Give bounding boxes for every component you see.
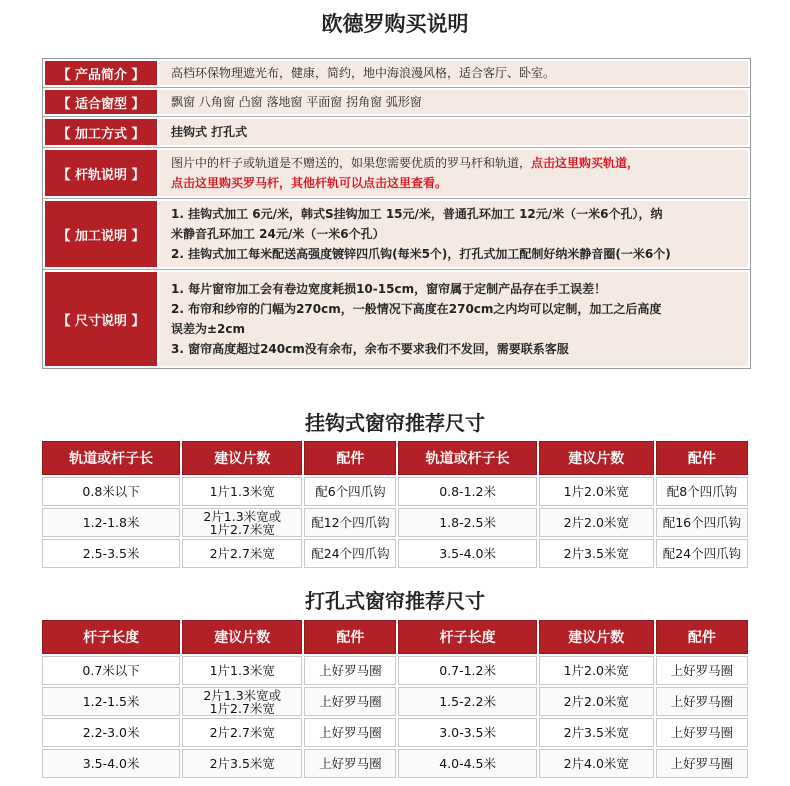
table-header-row <box>42 620 748 654</box>
table-cell: 2片4.0米宽 <box>539 749 654 778</box>
table-cell: 2片2.0米宽 <box>539 687 654 716</box>
table-cell: 2片3.5米宽 <box>539 539 654 568</box>
header-cell: 轨道或杆子长 <box>398 441 536 475</box>
info-line: 挂钩式 打孔式 <box>171 125 248 139</box>
info-line: 高档环保物理遮光布，健康，简约，地中海浪漫风格，适合客厅、卧室。 <box>171 66 556 80</box>
table-cell: 1.2-1.5米 <box>42 687 180 716</box>
table-cell: 配24个四爪钩 <box>656 539 748 568</box>
table-cell: 0.8米以下 <box>42 477 180 506</box>
table-cell: 2片3.5米宽 <box>539 718 654 747</box>
header-cell: 建议片数 <box>182 441 302 475</box>
info-label: 【 适合窗型 】 <box>45 90 157 114</box>
info-content <box>159 61 748 85</box>
table-row <box>42 749 748 778</box>
table-cell: 配16个四爪钩 <box>656 508 748 537</box>
info-line <box>171 153 740 173</box>
page-title: 欧德罗购买说明 <box>321 12 469 36</box>
info-content <box>159 272 748 366</box>
header-cell: 配件 <box>656 620 748 654</box>
table-cell: 1.5-2.2米 <box>398 687 536 716</box>
header-cell: 杆子长度 <box>42 620 180 654</box>
header-cell: 建议片数 <box>182 620 302 654</box>
table-cell: 1.2-1.8米 <box>42 508 180 537</box>
info-label: 【 加工说明 】 <box>45 201 157 267</box>
header-cell: 配件 <box>304 620 396 654</box>
info-label: 【 产品简介 】 <box>45 61 157 85</box>
info-line: 1. 挂钩式加工 6元/米，韩式S挂钩加工 15元/米，普通孔环加工 12元/米（一米6个孔），纳 <box>171 207 663 221</box>
table-cell: 2片2.7米宽 <box>182 539 302 568</box>
table-cell: 2片2.0米宽 <box>539 508 654 537</box>
table-cell: 1.8-2.5米 <box>398 508 536 537</box>
grommet-section-title: 打孔式窗帘推荐尺寸 <box>305 589 485 613</box>
table-cell: 上好罗马圈 <box>304 656 396 685</box>
info-label: 【 尺寸说明 】 <box>45 272 157 366</box>
table-cell: 配8个四爪钩 <box>656 477 748 506</box>
hook-size-table <box>40 439 750 570</box>
header-cell: 配件 <box>304 441 396 475</box>
info-row-processing-notes <box>43 199 750 270</box>
table-cell: 2片1.3米宽或 1片2.7米宽 <box>182 687 302 716</box>
table-cell: 3.5-4.0米 <box>398 539 536 568</box>
info-content <box>159 119 748 145</box>
header-cell: 建议片数 <box>539 620 654 654</box>
table-cell: 上好罗马圈 <box>304 749 396 778</box>
info-row-window-types <box>43 88 750 117</box>
table-row <box>42 687 748 716</box>
info-label: 【 杆轨说明 】 <box>45 150 157 196</box>
table-cell: 上好罗马圈 <box>656 718 748 747</box>
header-cell: 配件 <box>656 441 748 475</box>
info-line: 1. 每片窗帘加工会有卷边宽度耗损10-15cm，窗帘属于定制产品存在手工误差！ <box>171 282 607 296</box>
info-line: 飘窗 八角窗 凸窗 落地窗 平面窗 拐角窗 弧形窗 <box>171 95 422 109</box>
info-line: 误差为±2cm <box>171 322 246 336</box>
table-cell: 上好罗马圈 <box>304 718 396 747</box>
grommet-size-table <box>40 618 750 780</box>
info-line: 2. 布帘和纱帘的门幅为270cm，一般情况下高度在270cm之内均可以定制，加工之后高度 <box>171 302 662 316</box>
table-cell: 3.0-3.5米 <box>398 718 536 747</box>
table-cell: 2片2.7米宽 <box>182 718 302 747</box>
table-cell: 2片1.3米宽或 1片2.7米宽 <box>182 508 302 537</box>
table-cell: 2片3.5米宽 <box>182 749 302 778</box>
table-cell: 4.0-4.5米 <box>398 749 536 778</box>
hook-section-title: 挂钩式窗帘推荐尺寸 <box>305 411 485 435</box>
info-label: 【 加工方式 】 <box>45 119 157 145</box>
table-row <box>42 508 748 537</box>
table-row <box>42 539 748 568</box>
table-cell: 配24个四爪钩 <box>304 539 396 568</box>
table-cell: 0.7米以下 <box>42 656 180 685</box>
info-content <box>159 201 748 267</box>
info-content <box>159 150 748 196</box>
table-row <box>42 718 748 747</box>
info-line: 2. 挂钩式加工每米配送高强度镀锌四爪钩(每米5个)，打孔式加工配制好纳米静音圈(一米6个) <box>171 247 671 261</box>
table-cell: 0.8-1.2米 <box>398 477 536 506</box>
table-cell: 3.5-4.0米 <box>42 749 180 778</box>
table-cell: 2.5-3.5米 <box>42 539 180 568</box>
info-line: 3. 窗帘高度超过240cm没有余布，余布不要求我们不发回，需要联系客服 <box>171 342 569 356</box>
table-cell: 1片1.3米宽 <box>182 477 302 506</box>
table-cell: 上好罗马圈 <box>304 687 396 716</box>
table-cell: 0.7-1.2米 <box>398 656 536 685</box>
info-line: 米静音孔环加工 24元/米（一米6个孔） <box>171 227 385 241</box>
product-info-table <box>42 58 751 369</box>
info-content <box>159 90 748 114</box>
table-cell: 上好罗马圈 <box>656 687 748 716</box>
table-cell: 1片2.0米宽 <box>539 477 654 506</box>
table-cell: 1片1.3米宽 <box>182 656 302 685</box>
table-cell: 配6个四爪钩 <box>304 477 396 506</box>
table-row <box>42 477 748 506</box>
buy-rod-link[interactable]: 点击这里购买罗马杆，其他杆轨可以点击这里查看。 <box>171 176 448 190</box>
table-cell: 2.2-3.0米 <box>42 718 180 747</box>
header-cell: 轨道或杆子长 <box>42 441 180 475</box>
table-cell: 1片2.0米宽 <box>539 656 654 685</box>
table-header-row <box>42 441 748 475</box>
info-row-size-notes <box>43 270 750 368</box>
table-cell: 上好罗马圈 <box>656 656 748 685</box>
info-text: 图片中的杆子或轨道是不赠送的，如果您需要优质的罗马杆和轨道， <box>171 156 532 170</box>
table-cell: 配12个四爪钩 <box>304 508 396 537</box>
header-cell: 杆子长度 <box>398 620 536 654</box>
table-cell: 上好罗马圈 <box>656 749 748 778</box>
info-row-processing-method <box>43 117 750 148</box>
buy-track-link[interactable]: 点击这里购买轨道， <box>531 156 640 170</box>
table-row <box>42 656 748 685</box>
info-row-rod-track <box>43 148 750 199</box>
header-cell: 建议片数 <box>539 441 654 475</box>
info-row-intro <box>43 59 750 88</box>
